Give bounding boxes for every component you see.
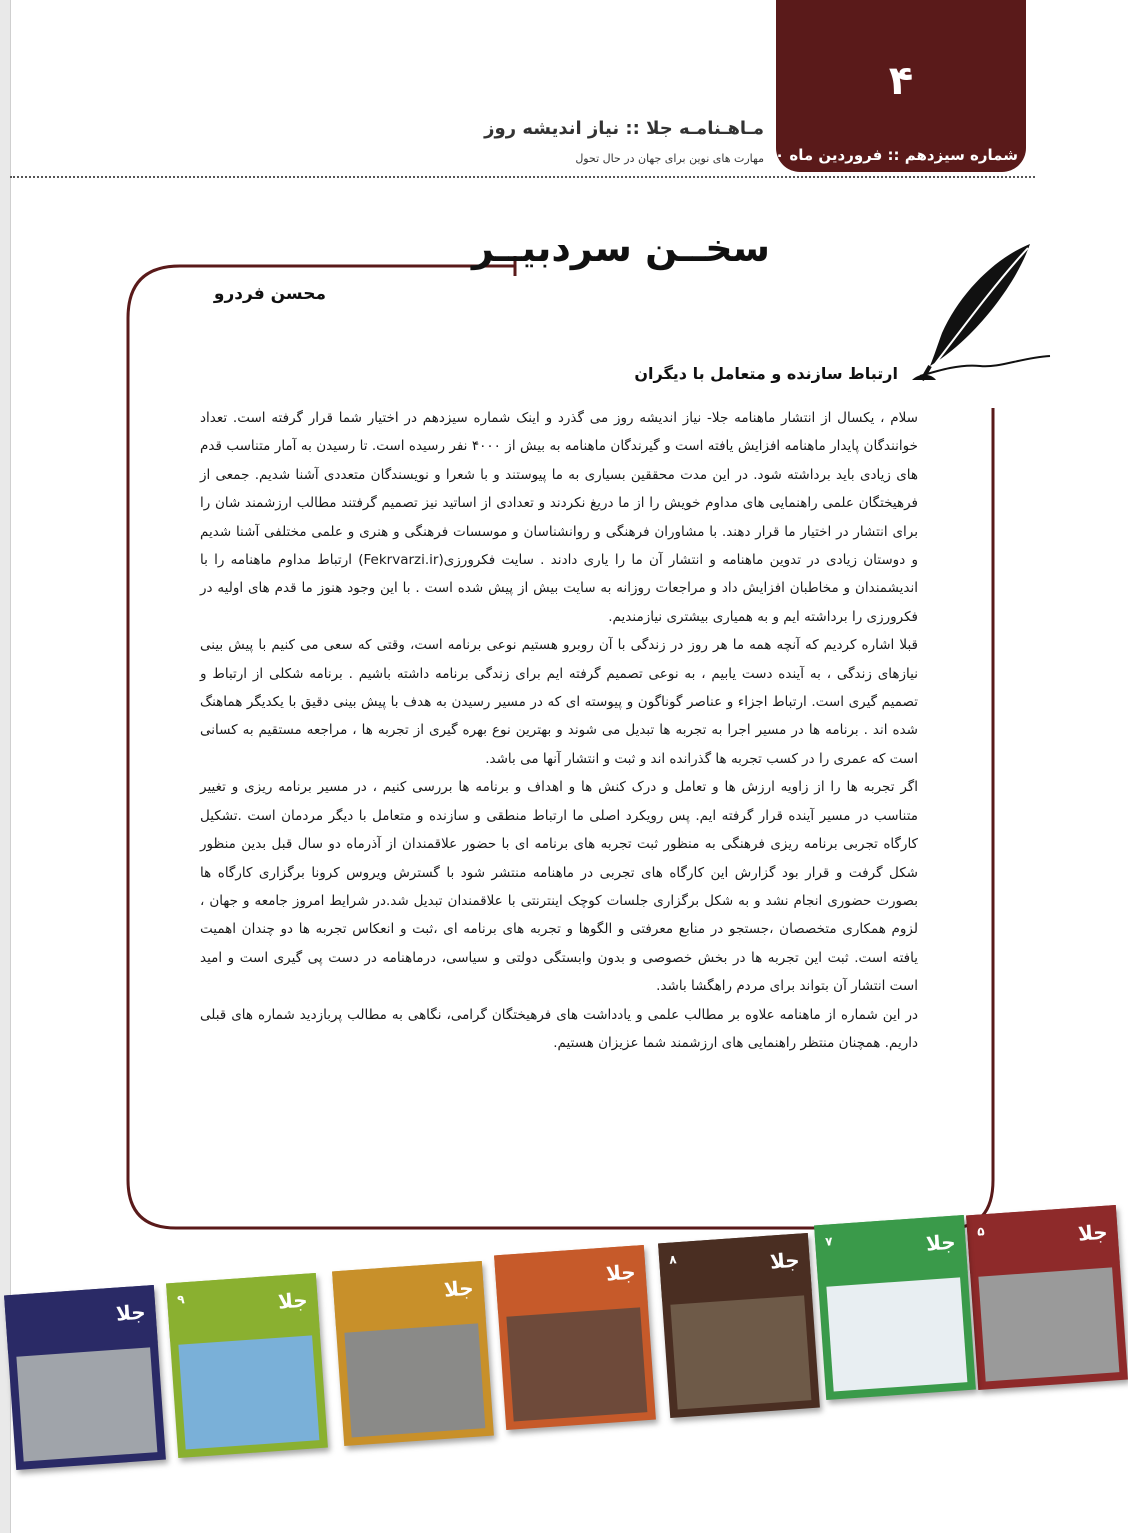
- cover-number: ۹: [176, 1292, 186, 1307]
- issue-line: شماره سیزدهم :: فروردین ماه ۱۴۰۰: [747, 146, 1018, 164]
- issue-cover[interactable]: [658, 1233, 820, 1418]
- paragraph: سلام ، یکسال از انتشار ماهنامه جلا- نیاز اندیشه روز می گذرد و اینک شماره سیزدهم در اختیار شما قرار گرفته است. تعداد خوانندگان پایدار ماهنامه افزایش یافته است و گیرندگان ماهنامه به بیش از ۴۰۰۰ نفر رسیده است. تا رسیدن به آمار متناسب قدم های زیادی باید برداشته شود. در این مدت محققین بسیاری به ما پیوستند و با شعرا و نویسندگان متعددی آشنا شدیم. جمعی از فرهیختگان علمی راهنمایی های مداوم خویش را از ما دریغ نکردند و تعدادی از اساتید نیز تصمیم گرفتند مطالب ارزشمند شان را برای انتشار در اختیار ما قرار دهند. با مشاوران فرهنگی و روانشناسان و موسسات فرهنگی و هنری و علمی مختلفی آشنا شدیم و دوستان زیادی در تدوین ماهنامه و انتشار آن ما را یاری دادند . سایت فکرورزی(Fekrvarzi.ir) ارتباط مداوم ماهنامه را با اندیشمندان و مخاطبان افزایش داد و مراجعات روزانه به سایت بیش از پیش شده است . با این وجود هنوز ما قدم های اولیه در فکرورزی را برداشته ایم و به همیاری بیشتری نیازمندیم.: [200, 410, 918, 625]
- cover-title: جلا: [605, 1259, 637, 1286]
- issue-cover[interactable]: [814, 1215, 976, 1400]
- cover-photo: [16, 1347, 157, 1461]
- magazine-subtitle: مهارت های نوین برای جهان در حال تحول: [575, 152, 764, 165]
- issue-cover[interactable]: [494, 1245, 656, 1430]
- cover-title: جلا: [115, 1299, 147, 1326]
- author-name: محسن فردرو: [213, 284, 326, 304]
- cover-number: ۷: [824, 1234, 834, 1249]
- article-body: [200, 404, 918, 1057]
- cover-title: جلا: [769, 1247, 801, 1274]
- magazine-title: مـاهـنامـه جلا :: نیاز اندیشه روز: [484, 118, 764, 139]
- paragraph: قبلا اشاره کردیم که آنچه همه ما هر روز در زندگی با آن روبرو هستیم نوعی برنامه است، وقتی که سعی می کنیم با پیش بینی نیازهای زندگی ، به آینده دست یابیم ، به نوعی تصمیم گرفته ایم برای زندگی برنامه داشته باشیم . برنامه شکلی از ارتباط و تصمیم گیری است. ارتباط اجزاء و عناصر گوناگون و پیوسته ای که در مسیر رسیدن به هدف با پیش بینی دقیق با یکدیگر هماهنگ شده اند . برنامه ها در مسیر اجرا به تجربه ها تبدیل می شوند و بهترین نوع بهره گیری از تجربه ها ، مراجعه مستقیم به کسانی است که عمری را در کسب تجربه ها گذرانده اند و ثبت و انتشار آنها می باشد.: [200, 637, 918, 767]
- issue-cover[interactable]: [332, 1261, 494, 1446]
- paragraph: اگر تجربه ها را از زاویه ارزش ها و تعامل و درک کنش ها و اهداف و برنامه ها بررسی کنیم ، در مسیر برنامه ریزی و تغییر متناسب در مسیر آینده قرار گرفته ایم. پس رویکرد اصلی ما ارتباط منطقی و سازنده و متعامل با دیگر مردمان است .تشکیل کارگاه تجربی برنامه ریزی فرهنگی به منظور ثبت تجربه های برنامه ای با حضور علاقمندان از آذرماه دو سال قبل بدین منظور شکل گرفت و قرار بود گزارش این کارگاه های تجربی در ماهنامه منتشر شود با گسترش ویروس کرونا برگزاری کارگاه ها بصورت حضوری انجام نشد و به شکل برگزاری جلسات کوچک اینترنتی با علاقمندان تبدیل شد.در شرایط امروز جامعه و جهان ، لزوم همکاری متخصصان ،جستجو در منابع معرفتی و الگوها و تجربه های برنامه ای ،ثبت و انعکاس تجربه ها دو چندان اهمیت یافته است. ثبت این تجربه ها در بخش خصوصی و بدون وابستگی دولتی و سیاسی، درماهنامه در دست پی گیری است و امید است انتشار آن بتواند برای مردم راهگشا باشد.: [200, 779, 918, 995]
- cover-photo: [670, 1295, 811, 1409]
- cover-number: ۵: [976, 1224, 986, 1239]
- article-subtitle: ارتباط سازنده و متعامل با دیگران: [634, 364, 898, 383]
- section-title: سخــن سردبیــر: [471, 226, 770, 270]
- cover-photo: [826, 1277, 967, 1391]
- cover-photo: [344, 1323, 485, 1437]
- cover-photo: [178, 1335, 319, 1449]
- cover-title: جلا: [1077, 1219, 1109, 1246]
- issue-cover[interactable]: [166, 1273, 328, 1458]
- issue-cover[interactable]: [966, 1205, 1128, 1390]
- cover-number: ۸: [668, 1252, 678, 1267]
- cover-title: جلا: [925, 1229, 957, 1256]
- quill-icon: [900, 238, 1060, 388]
- cover-title: جلا: [443, 1275, 475, 1302]
- issue-cover[interactable]: [4, 1285, 166, 1470]
- cover-photo: [978, 1267, 1119, 1381]
- paragraph: در این شماره از ماهنامه علاوه بر مطالب علمی و یادداشت های فرهیختگان گرامی، نگاهی به مطالب پربازدید شماره های قبلی داریم. همچنان منتظر راهنمایی های ارزشمند شما عزیزان هستیم.: [200, 1006, 918, 1051]
- cover-photo: [506, 1307, 647, 1421]
- previous-issues-strip: [0, 1190, 1109, 1533]
- page-number: ۴: [888, 58, 914, 104]
- cover-title: جلا: [277, 1287, 309, 1314]
